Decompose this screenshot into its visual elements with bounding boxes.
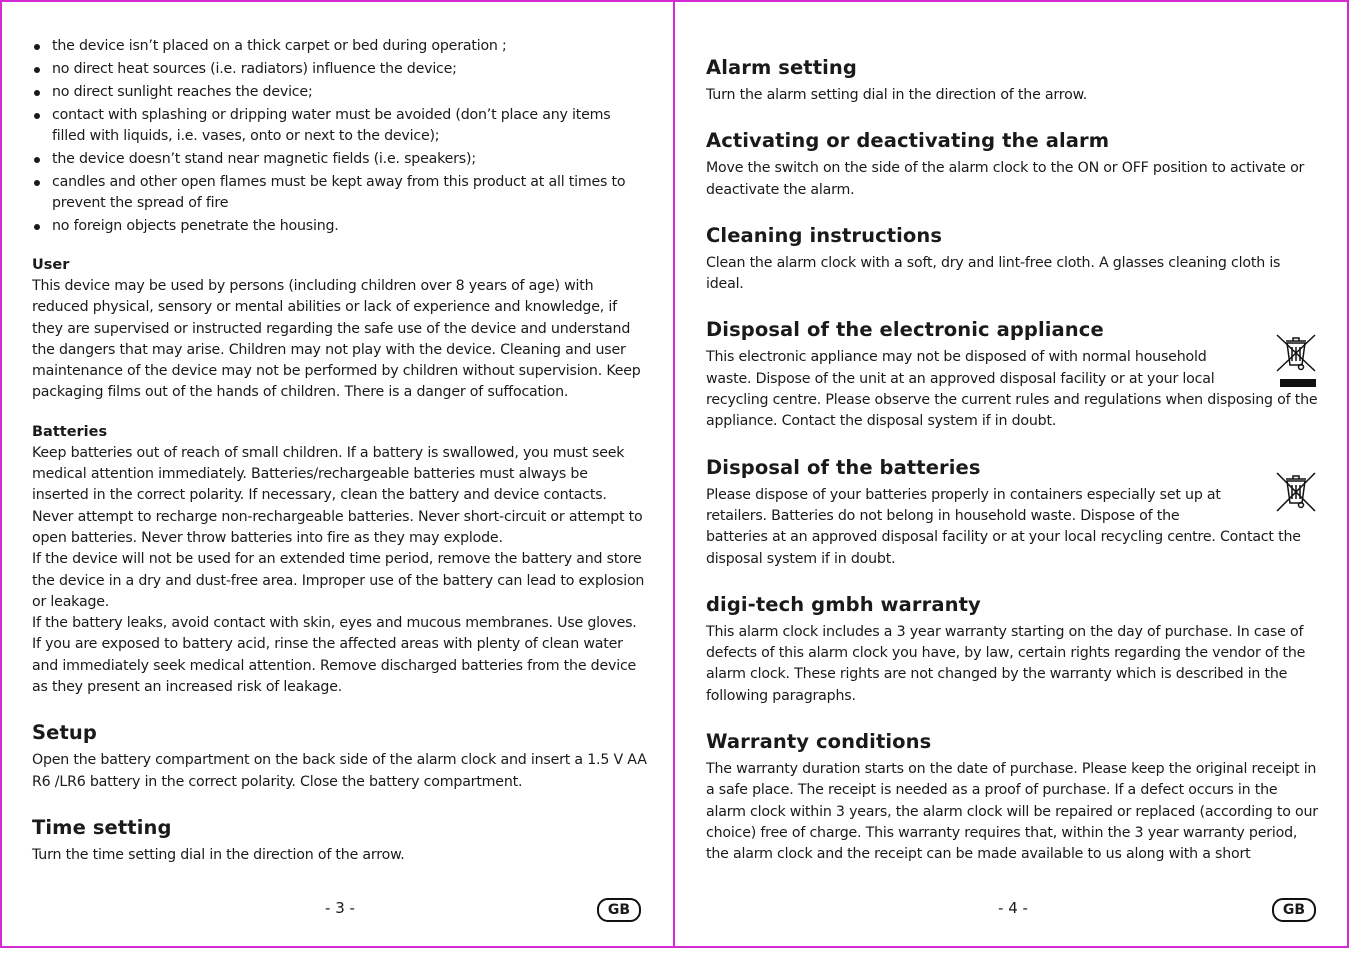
safety-bullet-list	[32, 36, 647, 237]
right-page	[673, 0, 1349, 948]
crossed-out-wheelie-bin-icon	[1274, 471, 1318, 513]
batteries-paragraph-3: If the battery leaks, avoid contact with skin, eyes and mucous membranes. Use gloves. If you are exposed to battery acid, rinse the affected areas with plenty of clean water and immediately seek medical attention. Remove discharged batteries from the device as they present an increased risk of leakage.	[32, 615, 637, 696]
setup-paragraph: Open the battery compartment on the back side of the alarm clock and insert a 1.5 V AA R6 /LR6 battery in the correct polarity. Close the battery compartment.	[32, 752, 647, 790]
alarm-setting-paragraph: Turn the alarm setting dial in the direction of the arrow.	[706, 87, 1087, 103]
left-page-content	[32, 36, 647, 866]
disposal-electronic-section	[706, 317, 1318, 432]
language-badge: GB	[597, 898, 641, 922]
crossed-out-wheelie-bin-icon	[1274, 333, 1318, 387]
warranty-conditions-paragraph: The warranty duration starts on the date of purchase. Please keep the original receipt in a safe place. The receipt is needed as a proof of purchase. If a defect occurs in the alarm clock within 3 years, the alarm clock will be repaired or replaced (according to our choice) free of charge. This warranty requires that, within the 3 year warranty period, the alarm clock and the receipt can be made available to us along with a short	[706, 761, 1318, 863]
page-number: - 4 -	[998, 899, 1028, 917]
user-heading: User	[32, 257, 70, 273]
activating-alarm-heading: Activating or deactivating the alarm	[706, 129, 1110, 153]
warranty-heading: digi-tech gmbh warranty	[706, 592, 981, 616]
time-setting-paragraph: Turn the time setting dial in the direction of the arrow.	[32, 846, 405, 863]
disposal-batteries-section	[706, 455, 1318, 570]
user-paragraph: This device may be used by persons (including children over 8 years of age) with reduced physical, sensory or mental abilities or lack of experience and knowledge, if they are supervised or instructed regarding the safe use of the device and understand the dangers that may arise. Children may not play with the device. Cleaning and user maintenance of the device may not be performed by children without supervision. Keep packaging films out of the hands of children. There is a danger of suffocation.	[32, 278, 641, 401]
batteries-heading: Batteries	[32, 423, 108, 440]
list-item: no direct sunlight reaches the device;	[32, 82, 647, 103]
disposal-electronic-heading: Disposal of the electronic appliance	[706, 318, 1104, 342]
disposal-batteries-paragraph: Please dispose of your batteries properly in containers especially set up at retailers. Batteries do not belong in household waste. Dispose of the batteries at an approved disposal facility or at your local recycling centre. Contact the disposal system if in doubt.	[706, 486, 1301, 567]
list-item: no foreign objects penetrate the housing.	[32, 216, 647, 237]
list-item: no direct heat sources (i.e. radiators) influence the device;	[32, 59, 647, 80]
batteries-paragraph-1: Keep batteries out of reach of small children. If a battery is swallowed, you must seek medical attention immediately. Batteries/rechargeable batteries must always be inserted in the correct polarity. If necessary, clean the battery and device contacts. Never attempt to recharge non-rechargeable batteries. Never short-circuit or attempt to open batteries. Never throw batteries into fire as they may explode.	[32, 444, 643, 546]
alarm-setting-heading: Alarm setting	[706, 56, 857, 79]
language-badge: GB	[1272, 898, 1316, 922]
right-page-content	[706, 36, 1318, 866]
list-item: the device isn’t placed on a thick carpet or bed during operation ;	[32, 36, 647, 57]
warranty-conditions-heading: Warranty conditions	[706, 730, 932, 754]
disposal-electronic-paragraph: This electronic appliance may not be disposed of with normal household waste. Dispose of the unit at an approved disposal facility or at your local recycling centre. Please observe the current rules and regulations when disposing of the appliance. Contact the disposal system if in doubt.	[706, 349, 1318, 430]
cleaning-heading: Cleaning instructions	[706, 223, 943, 247]
list-item: the device doesn’t stand near magnetic fields (i.e. speakers);	[32, 149, 647, 170]
black-bar-mark	[1280, 379, 1316, 387]
list-item: contact with splashing or dripping water must be avoided (don’t place any items filled with liquids, i.e. vases, onto or next to the device);	[32, 105, 647, 147]
activating-alarm-paragraph: Move the switch on the side of the alarm clock to the ON or OFF position to activate or deactivate the alarm.	[706, 160, 1305, 198]
batteries-paragraph-2: If the device will not be used for an extended time period, remove the battery and store the device in a dry and dust-free area. Improper use of the battery can lead to explosion or leakage.	[32, 551, 645, 610]
warranty-paragraph: This alarm clock includes a 3 year warranty starting on the day of purchase. In case of defects of this alarm clock you have, by law, certain rights regarding the vendor of the alarm clock. These rights are not changed by the warranty which is described in the following paragraphs.	[706, 623, 1306, 704]
left-page	[0, 0, 676, 948]
disposal-batteries-heading: Disposal of the batteries	[706, 455, 981, 479]
cleaning-paragraph: Clean the alarm clock with a soft, dry and lint-free cloth. A glasses cleaning cloth is ideal.	[706, 254, 1281, 293]
setup-heading: Setup	[32, 721, 97, 745]
list-item: candles and other open flames must be kept away from this product at all times to prevent the spread of fire	[32, 172, 647, 214]
page-number: - 3 -	[325, 899, 355, 917]
time-setting-heading: Time setting	[32, 815, 172, 839]
